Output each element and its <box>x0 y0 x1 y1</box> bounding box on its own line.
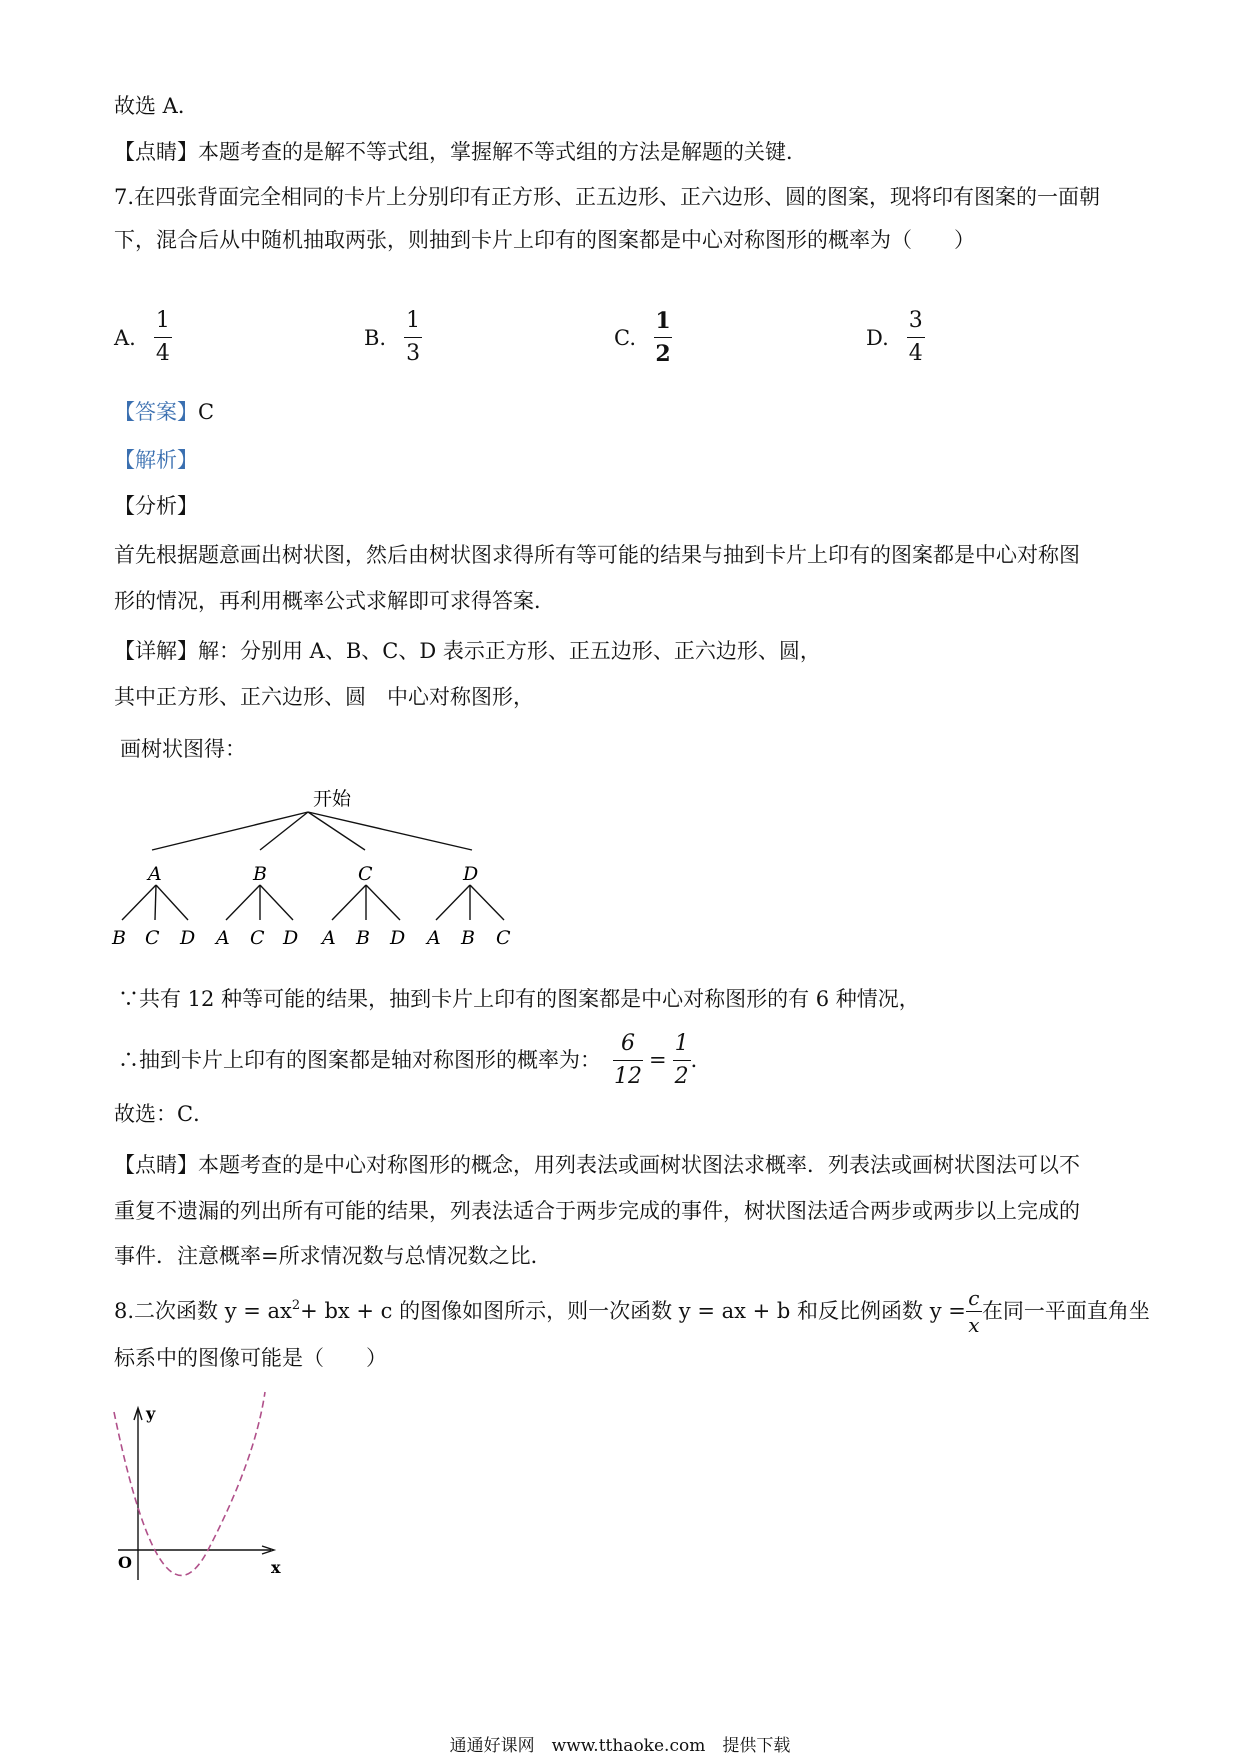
option-b <box>364 310 422 365</box>
tree-leaf: A <box>322 927 336 949</box>
numerator: c <box>968 1285 980 1310</box>
question-8-line-1 <box>114 1282 1150 1340</box>
because-line: ∵共有 12 种等可能的结果，抽到卡片上印有的图案都是中心对称图形的有 6 种情况， <box>118 987 920 1011</box>
tree-node: D <box>463 863 479 885</box>
choose-line: 故选：C． <box>114 1102 215 1126</box>
denominator: 2 <box>655 341 671 367</box>
tree-node: C <box>358 863 373 885</box>
tree-leaf: C <box>496 927 511 949</box>
tree-leaf: B <box>356 927 370 949</box>
option-label: C. <box>614 325 636 350</box>
parabola-graph <box>108 1390 288 1590</box>
tree-leaf: B <box>461 927 475 949</box>
fenxi-tag: 【分析】 <box>114 494 198 518</box>
x-label: x <box>271 1558 281 1577</box>
tree-leaf: B <box>112 927 126 949</box>
option-label: B. <box>364 325 387 350</box>
text-line: 【点睛】本题考查的是解不等式组，掌握解不等式组的方法是解题的关键． <box>114 140 807 164</box>
detail-line-2: 其中正方形、正六边形、圆 中心对称图形， <box>114 685 534 709</box>
answer-tag: 【答案】 <box>114 400 198 424</box>
numerator: 1 <box>155 308 170 333</box>
option-label: A. <box>114 325 136 350</box>
text-segment: 在同一平面直角坐 <box>981 1299 1150 1323</box>
tree-node: B <box>253 863 267 885</box>
detail-line-1: 【详解】解：分别用 A、B、C、D 表示正方形、正五边形、正六边形、圆， <box>114 639 821 663</box>
denominator: 2 <box>674 1063 689 1089</box>
text-line: 事件．注意概率=所求情况数与总情况数之比． <box>114 1244 552 1268</box>
numerator: 1 <box>655 308 671 334</box>
tree-diagram <box>100 780 540 960</box>
option-label: D. <box>866 325 889 350</box>
tree-root: 开始 <box>313 788 352 810</box>
numerator: 3 <box>908 308 923 333</box>
denominator: 4 <box>155 341 170 366</box>
question-7-line-2: 下，混合后从中随机抽取两张，则抽到卡片上印有的图案都是中心对称图形的概率为（ ） <box>114 228 975 252</box>
tree-leaf: D <box>390 927 406 949</box>
y-label: y <box>146 1404 156 1423</box>
question-8-line-2: 标系中的图像可能是（ ） <box>114 1346 387 1370</box>
detail-line-3: 画树状图得： <box>120 737 246 761</box>
superscript: 2 <box>291 1298 301 1313</box>
text-line: 重复不遗漏的列出所有可能的结果，列表法适合于两步完成的事件，树状图法适合两步或两步以上完成的 <box>114 1199 1080 1223</box>
denominator: 3 <box>406 341 421 366</box>
parabola-curve <box>114 1392 265 1575</box>
tree-node: A <box>148 863 162 885</box>
text-line: 【点睛】本题考查的是中心对称图形的概念，用列表法或画树状图法求概率．列表法或画树状图法可以不 <box>114 1153 1080 1177</box>
text-segment: + bx + c 的图像如图所示，则一次函数 y = ax + b 和反比例函数 y = <box>300 1299 966 1323</box>
analysis-tag: 【解析】 <box>114 448 198 472</box>
option-d <box>866 310 925 365</box>
tree-leaf: A <box>427 927 441 949</box>
fraction <box>404 310 422 365</box>
fraction <box>654 310 672 365</box>
denominator: 4 <box>908 341 923 366</box>
fraction <box>907 310 925 365</box>
option-a <box>114 310 172 365</box>
tree-leaf: C <box>145 927 160 949</box>
answer-line <box>114 398 214 426</box>
equals-sign: = <box>649 1048 667 1072</box>
tree-leaf: A <box>216 927 230 949</box>
text-line: 首先根据题意画出树状图，然后由树状图求得所有等可能的结果与抽到卡片上印有的图案都是中心对称图 <box>114 543 1080 567</box>
page-footer: 通通好课网 www.tthaoke.com 提供下载 <box>449 1736 791 1756</box>
text-segment: 8.二次函数 y = ax <box>114 1299 292 1323</box>
text-line: 故选 A． <box>114 94 199 118</box>
question-7-line-1: 7.在四张背面完全相同的卡片上分别印有正方形、正五边形、正六边形、圆的图案，现将印有图案的一面朝 <box>114 185 1101 209</box>
fraction <box>673 1030 691 1089</box>
tree-leaf: C <box>250 927 265 949</box>
fraction <box>613 1030 643 1089</box>
fraction <box>154 310 172 365</box>
tree-leaf: D <box>180 927 196 949</box>
numerator: 1 <box>674 1030 689 1056</box>
option-c <box>614 310 672 365</box>
origin-label: O <box>118 1553 132 1572</box>
fraction <box>966 1285 982 1337</box>
denominator: x <box>968 1312 980 1337</box>
tree-leaf: D <box>283 927 299 949</box>
answer-value: C <box>198 400 215 424</box>
numerator: 1 <box>406 308 421 333</box>
text-line: 形的情况，再利用概率公式求解即可求得答案． <box>114 589 555 613</box>
numerator: 6 <box>621 1030 635 1056</box>
therefore-text: ∴抽到卡片上印有的图案都是轴对称图形的概率为： <box>118 1048 601 1072</box>
denominator: 12 <box>614 1063 642 1089</box>
period: ． <box>690 1048 712 1072</box>
therefore-line <box>118 1030 712 1090</box>
